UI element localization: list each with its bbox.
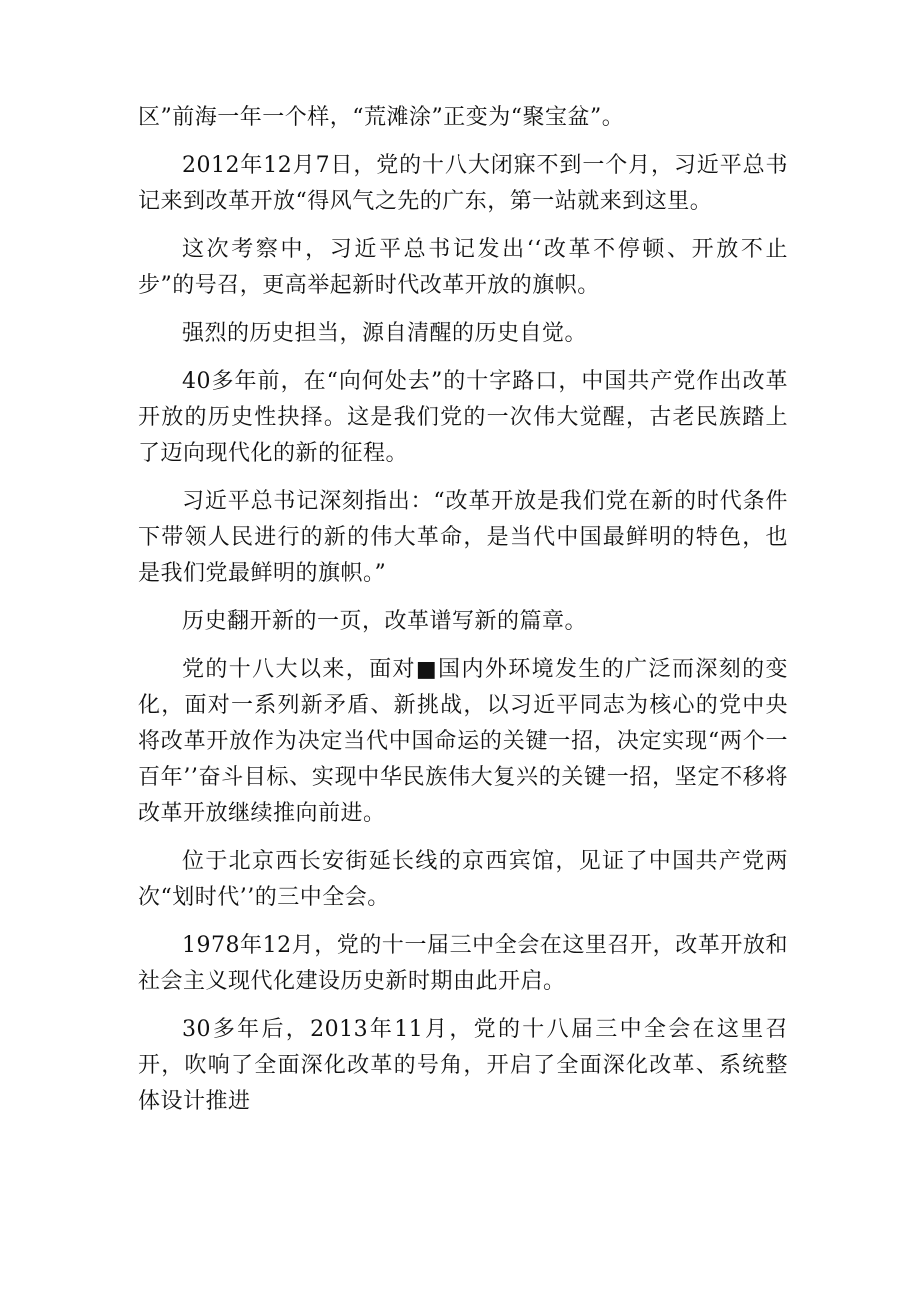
paragraph: 40多年前，在“向何处去”的十字路口，中国共产党作出改革开放的历史性抉择。这是我们党的一次伟大觉醒，古老民族踏上了迈向现代化的新的征程。 — [138, 369, 788, 466]
paragraph: 区”前海一年一个样，“荒滩涂”正变为“聚宝盆”。 — [138, 105, 625, 130]
document-page — [138, 100, 788, 1132]
paragraph: 30多年后，2013年11月，党的十八届三中全会在这里召开，吹响了全面深化改革的号角，开启了全面深化改革、系统整体设计推进 — [138, 1017, 788, 1114]
paragraph: 这次考察中，习近平总书记发出‘‘改革不停顿、开放不止步”的号召，更高举起新时代改革开放的旗帜。 — [138, 237, 788, 298]
paragraph: 强烈的历史担当，源自清醒的历史自觉。 — [182, 321, 588, 346]
paragraph: 党的十八大以来，面对■国内外环境发生的广泛而深刻的变化，面对一系列新矛盾、新挑战，以习近平同志为核心的党中央将改革开放作为决定当代中国命运的关键一招，决定实现“两个一百年’’奋斗目标、实现中华民族伟大复兴的关键一招，坚定不移将改革开放继续推向前进。 — [138, 657, 788, 826]
paragraph: 历史翻开新的一页，改革谱写新的篇章。 — [182, 609, 588, 634]
paragraph: 习近平总书记深刻指出：“改革开放是我们党在新的时代条件下带领人民进行的新的伟大革命，是当代中国最鲜明的特色，也是我们党最鲜明的旗帜。” — [138, 489, 788, 586]
paragraph: 位于北京西长安街延长线的京西宾馆，见证了中国共产党两次“划时代’’的三中全会。 — [138, 849, 788, 910]
paragraph: 1978年12月，党的十一届三中全会在这里召开，改革开放和社会主义现代化建设历史新时期由此开启。 — [138, 933, 788, 994]
paragraph: 2012年12月7日，党的十八大闭寐不到一个月，习近平总书记来到改革开放“得风气之先的广东，第一站就来到这里。 — [138, 153, 788, 214]
